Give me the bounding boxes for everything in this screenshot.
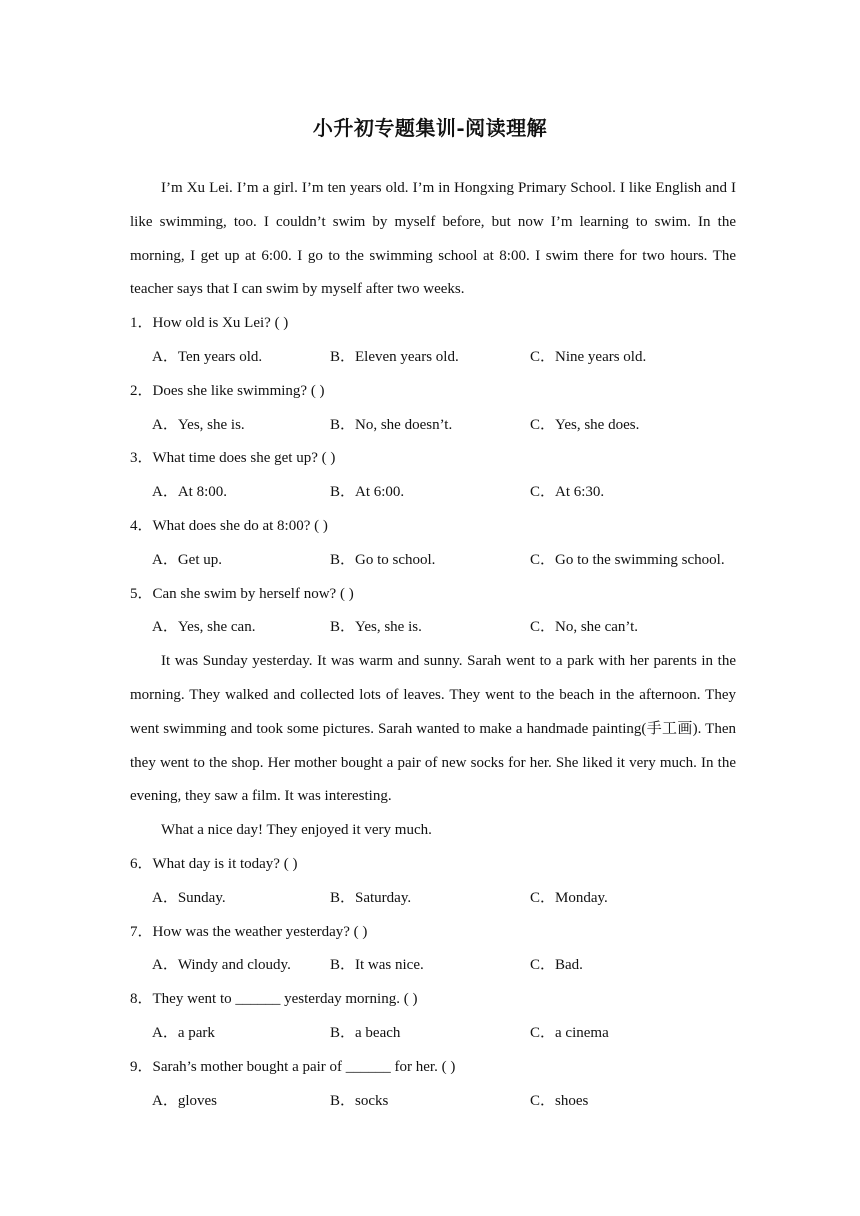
option-b: B．Go to school. bbox=[330, 551, 436, 568]
reading-passage-2-closing: What a nice day! They enjoyed it very much. bbox=[161, 822, 432, 839]
question-8-options bbox=[130, 1017, 736, 1051]
question-3: 3．What time does she get up? ( ) bbox=[130, 450, 336, 467]
option-c: C．Go to the swimming school. bbox=[530, 551, 725, 568]
question-5: 5．Can she swim by herself now? ( ) bbox=[130, 585, 354, 602]
question-9: 9．Sarah’s mother bought a pair of ______ for her. ( ) bbox=[130, 1058, 456, 1075]
option-c: C．Yes, she does. bbox=[530, 416, 640, 433]
option-c: C．shoes bbox=[530, 1092, 589, 1109]
question-1-options bbox=[130, 341, 736, 375]
question-4: 4．What does she do at 8:00? ( ) bbox=[130, 517, 328, 534]
reading-passage-2: It was Sunday yesterday. It was warm and sunny. Sarah went to a park with her parents in the morning. They walked and collected lots of leaves. They went to the beach in the afternoon. They went swimming and took some pictures. Sarah wanted to make a handmade painting(手工画). Then they went to the shop. Her mother bought a pair of new socks for her. She liked it very much. In the evening, they saw a film. It was interesting. bbox=[130, 653, 736, 805]
option-c: C．Monday. bbox=[530, 889, 608, 906]
option-a: A．At 8:00. bbox=[152, 484, 228, 501]
question-1: 1．How old is Xu Lei? ( ) bbox=[130, 315, 289, 332]
option-c: C．No, she can’t. bbox=[530, 619, 639, 636]
question-4-options bbox=[130, 544, 736, 578]
option-b: B．socks bbox=[330, 1092, 389, 1109]
question-2-options bbox=[130, 409, 736, 443]
page-title: 小升初专题集训-阅读理解 bbox=[312, 116, 548, 140]
option-a: A．Ten years old. bbox=[152, 348, 263, 365]
question-7-options bbox=[130, 949, 736, 983]
option-c: C．At 6:30. bbox=[530, 484, 605, 501]
option-a: A．a park bbox=[152, 1024, 215, 1041]
option-a: A．gloves bbox=[152, 1092, 217, 1109]
option-a: A．Get up. bbox=[152, 551, 222, 568]
option-b: B．No, she doesn’t. bbox=[330, 416, 453, 433]
option-a: A．Windy and cloudy. bbox=[152, 957, 291, 974]
document-body bbox=[130, 172, 736, 1118]
option-b: B．a beach bbox=[330, 1024, 401, 1041]
option-b: B．It was nice. bbox=[330, 957, 424, 974]
question-7: 7．How was the weather yesterday? ( ) bbox=[130, 923, 368, 940]
option-b: B．Saturday. bbox=[330, 889, 412, 906]
option-a: A．Yes, she is. bbox=[152, 416, 245, 433]
option-c: C．Bad. bbox=[530, 957, 583, 974]
question-2: 2．Does she like swimming? ( ) bbox=[130, 382, 325, 399]
option-b: B．Eleven years old. bbox=[330, 348, 459, 365]
question-9-options bbox=[130, 1085, 736, 1119]
option-b: B．Yes, she is. bbox=[330, 619, 422, 636]
question-6-options bbox=[130, 882, 736, 916]
option-c: C．a cinema bbox=[530, 1024, 609, 1041]
question-3-options bbox=[130, 476, 736, 510]
reading-passage-1: I’m Xu Lei. I’m a girl. I’m ten years old. I’m in Hongxing Primary School. I like English and I like swimming, too. I couldn’t swim by myself before, but now I’m learning to swim. In the morning, I get up at 6:00. I go to the swimming school at 8:00. I swim there for two hours. The teacher says that I can swim by myself after two weeks. bbox=[130, 180, 736, 298]
option-a: A．Sunday. bbox=[152, 889, 226, 906]
option-c: C．Nine years old. bbox=[530, 348, 647, 365]
question-8: 8．They went to ______ yesterday morning. ( ) bbox=[130, 991, 418, 1008]
question-5-options bbox=[130, 611, 736, 645]
option-b: B．At 6:00. bbox=[330, 484, 405, 501]
option-a: A．Yes, she can. bbox=[152, 619, 256, 636]
question-6: 6．What day is it today? ( ) bbox=[130, 855, 298, 872]
